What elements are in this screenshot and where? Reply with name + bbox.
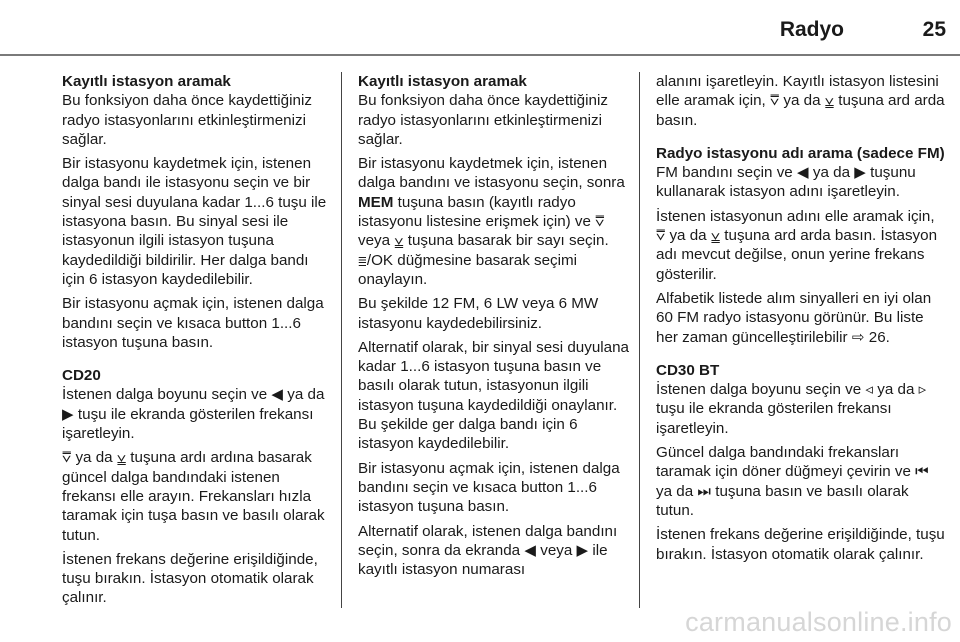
paragraph: ⩢ ya da ⩣ tuşuna ardı ardına basarak güncel dalga bandındaki istenen frekansı elle arayın. Frekansları hızla taramak için tuşa basın ve basılı olarak tutun. [62,449,325,544]
paragraph: Bu fonksiyon daha önce kaydettiğiniz radyo istasyonlarını etkinleştirmenizi sağlar. [358,92,608,148]
header-rule [0,54,960,56]
page-title: Radyo [779,18,844,41]
paragraph: Bu fonksiyon daha önce kaydettiğiniz radyo istasyonlarını etkinleştirmenizi sağlar. [62,92,312,148]
paragraph: İstenen dalga boyunu seçin ve ◀ ya da ▶ tuşu ile ekranda gösterilen frekansı işaretleyin. [62,386,325,443]
page-header [0,0,960,54]
paragraph-text: Bir istasyonu kaydetmek için, istenen dalga bandını ve istasyonu seçin, sonra [358,155,625,192]
paragraph: Bir istasyonu kaydetmek için, istenen dalga bandı ile istasyonu seçin ve bir sinyal sesi duyulana kadar 1...6 tuşu ile istasyona basın. Bu sinyal sesi ile istasyonun ilgili istasyon tuşuna kaydedildiği bildirilir. Her dalga bandı için 6 istasyon kaydedilebilir. [62,155,327,288]
paragraph: Bir istasyonu açmak için, istenen dalga bandını seçin ve kısaca button 1...6 istasyon tuşuna basın. [62,295,324,351]
column-1 [62,72,332,613]
paragraph: İstenen istasyonun adını elle aramak için, ⩢ ya da ⩣ tuşuna ard arda basın. İstasyon adı mevcut değilse, onun yerine frekans gösterilir. [656,207,938,283]
paragraph [358,154,630,289]
watermark: carmanualsonline.info [685,607,952,637]
column-divider [639,72,640,608]
column-3 [656,72,946,569]
section-heading: Radyo istasyonu adı arama (sadece FM) [656,144,945,162]
paragraph: Alternatif olarak, istenen dalga bandını seçin, sonra da ekranda ◀ veya ▶ ile kayıtlı istasyon numarası [358,522,618,579]
section-heading: CD20 [62,367,101,385]
paragraph: Alternatif olarak, bir sinyal sesi duyulana kadar 1...6 istasyon tuşuna basın ve basılı olarak tutun, istasyonun ilgili istasyon tuşuna kaydedildiği onaylanır. Bu şekilde ger dalga bandı için 6 istasyon kaydedilebilir. [358,338,629,453]
mem-button-label: MEM [358,193,394,211]
section-heading: CD30 BT [656,361,720,379]
paragraph: alanını işaretleyin. Kayıtlı istasyon listesini elle aramak için, ⩢ ya da ⩣ tuşuna ard arda basın. [656,73,945,129]
paragraph: Güncel dalga bandındaki frekansları taramak için döner düğmeyi çevirin ve ⏮ ya da ⏭ tuşuna basın ve basılı olarak tutun. [656,444,929,519]
column-2 [358,72,630,584]
paragraph: Bir istasyonu açmak için, istenen dalga bandını seçin ve kısaca button 1...6 istasyon tuşuna basın. [358,459,620,516]
paragraph: İstenen dalga boyunu seçin ve ◃ ya da ▹ tuşu ile ekranda gösterilen frekansı işaretleyin. [656,381,927,437]
paragraph: İstenen frekans değerine erişildiğinde, tuşu bırakın. İstasyon otomatik olarak çalınır. [656,526,945,563]
page-number: 25 [922,18,946,41]
paragraph: İstenen frekans değerine erişildiğinde, tuşu bırakın. İstasyon otomatik olarak çalınır. [62,550,318,607]
paragraph: FM bandını seçin ve ◀ ya da ▶ tuşunu kullanarak istasyon adını işaretleyin. [656,164,916,201]
paragraph: Alfabetik listede alım sinyalleri en iyi olan 60 FM radyo istasyonu görünür. Bu liste her zaman güncelleştirilebilir ⇨ 26. [656,289,932,346]
column-divider [341,72,342,608]
paragraph: Bu şekilde 12 FM, 6 LW veya 6 MW istasyonu kaydedebilirsiniz. [358,295,599,332]
section-heading: Kayıtlı istasyon aramak [358,73,527,90]
paragraph-text: tuşuna basın (kayıtlı radyo istasyonu listesine erişmek için) ve ⩢ veya ⩣ tuşuna basarak bir sayı seçin. ≣/OK düğmesine basarak seçimi onaylayın. [358,193,609,288]
section-heading: Kayıtlı istasyon aramak [62,73,231,90]
